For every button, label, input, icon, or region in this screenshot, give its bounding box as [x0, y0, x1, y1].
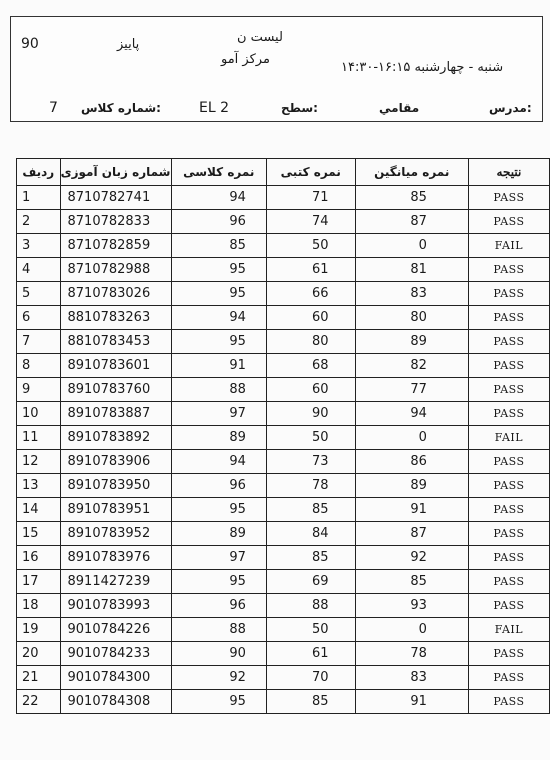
cell-class-score: 95 [171, 330, 266, 354]
cell-result: FAIL [468, 618, 549, 642]
table-row [17, 498, 550, 522]
cell-row-number: 17 [17, 570, 61, 594]
table-row [17, 690, 550, 714]
cell-average: 83 [355, 666, 468, 690]
cell-result: PASS [468, 258, 549, 282]
cell-row-number: 18 [17, 594, 61, 618]
cell-result: PASS [468, 666, 549, 690]
cell-written-score: 66 [266, 282, 355, 306]
cell-written-score: 84 [266, 522, 355, 546]
cell-written-score: 80 [266, 330, 355, 354]
cell-average: 91 [355, 690, 468, 714]
cell-result: PASS [468, 306, 549, 330]
cell-average: 0 [355, 618, 468, 642]
cell-row-number: 16 [17, 546, 61, 570]
cell-row-number: 12 [17, 450, 61, 474]
cell-average: 82 [355, 354, 468, 378]
cell-row-number: 1 [17, 186, 61, 210]
cell-row-number: 5 [17, 282, 61, 306]
cell-student-id: 8710782859 [60, 234, 171, 258]
cell-class-score: 89 [171, 522, 266, 546]
cell-student-id: 8910783976 [60, 546, 171, 570]
cell-average: 85 [355, 186, 468, 210]
cell-average: 91 [355, 498, 468, 522]
cell-class-score: 88 [171, 618, 266, 642]
table-row [17, 570, 550, 594]
cell-row-number: 4 [17, 258, 61, 282]
cell-written-score: 85 [266, 546, 355, 570]
table-row [17, 402, 550, 426]
cell-average: 85 [355, 570, 468, 594]
cell-average: 80 [355, 306, 468, 330]
cell-student-id: 8910783906 [60, 450, 171, 474]
table-row [17, 642, 550, 666]
cell-result: PASS [468, 330, 549, 354]
cell-written-score: 85 [266, 498, 355, 522]
table-row [17, 282, 550, 306]
cell-result: PASS [468, 354, 549, 378]
cell-student-id: 8910783760 [60, 378, 171, 402]
cell-average: 93 [355, 594, 468, 618]
cell-written-score: 88 [266, 594, 355, 618]
cell-student-id: 8810783263 [60, 306, 171, 330]
cell-student-id: 8810783453 [60, 330, 171, 354]
cell-written-score: 78 [266, 474, 355, 498]
cell-class-score: 94 [171, 186, 266, 210]
header-average: نمره میانگین [355, 159, 468, 186]
cell-written-score: 50 [266, 618, 355, 642]
cell-written-score: 69 [266, 570, 355, 594]
cell-result: PASS [468, 450, 549, 474]
cell-result: PASS [468, 642, 549, 666]
cell-student-id: 8910783892 [60, 426, 171, 450]
table-row [17, 354, 550, 378]
cell-written-score: 85 [266, 690, 355, 714]
cell-class-score: 85 [171, 234, 266, 258]
cell-written-score: 60 [266, 378, 355, 402]
cell-result: PASS [468, 522, 549, 546]
cell-student-id: 8910783952 [60, 522, 171, 546]
level-label: سطح: [281, 101, 318, 115]
header-row-number: ردیف [17, 159, 61, 186]
table-row [17, 186, 550, 210]
table-header-row [17, 159, 550, 186]
cell-average: 89 [355, 330, 468, 354]
cell-written-score: 68 [266, 354, 355, 378]
table-row [17, 378, 550, 402]
cell-class-score: 96 [171, 594, 266, 618]
cell-class-score: 95 [171, 690, 266, 714]
cell-written-score: 50 [266, 426, 355, 450]
cell-row-number: 22 [17, 690, 61, 714]
cell-row-number: 13 [17, 474, 61, 498]
cell-result: PASS [468, 186, 549, 210]
cell-row-number: 19 [17, 618, 61, 642]
cell-class-score: 90 [171, 642, 266, 666]
table-row [17, 522, 550, 546]
cell-class-score: 96 [171, 474, 266, 498]
cell-row-number: 2 [17, 210, 61, 234]
cell-result: PASS [468, 378, 549, 402]
class-number-label: شماره کلاس: [81, 101, 161, 115]
term-season: پاییز [117, 37, 140, 52]
cell-student-id: 9010784226 [60, 618, 171, 642]
cell-student-id: 8710783026 [60, 282, 171, 306]
cell-result: PASS [468, 474, 549, 498]
header-result: نتیجه [468, 159, 549, 186]
cell-class-score: 94 [171, 450, 266, 474]
table-row [17, 666, 550, 690]
cell-result: PASS [468, 546, 549, 570]
cell-average: 0 [355, 234, 468, 258]
cell-written-score: 61 [266, 258, 355, 282]
cell-average: 92 [355, 546, 468, 570]
cell-average: 0 [355, 426, 468, 450]
cell-average: 78 [355, 642, 468, 666]
class-info-header [10, 16, 543, 122]
cell-row-number: 3 [17, 234, 61, 258]
cell-result: PASS [468, 594, 549, 618]
header-written-score: نمره کتبی [266, 159, 355, 186]
cell-student-id: 8910783950 [60, 474, 171, 498]
cell-result: PASS [468, 210, 549, 234]
cell-student-id: 8910783601 [60, 354, 171, 378]
class-number-value: 7 [49, 100, 58, 116]
cell-written-score: 70 [266, 666, 355, 690]
teacher-label: مدرس: [489, 101, 532, 115]
cell-average: 86 [355, 450, 468, 474]
table-row [17, 306, 550, 330]
cell-class-score: 91 [171, 354, 266, 378]
cell-class-score: 97 [171, 402, 266, 426]
cell-average: 89 [355, 474, 468, 498]
cell-row-number: 9 [17, 378, 61, 402]
cell-written-score: 50 [266, 234, 355, 258]
cell-written-score: 61 [266, 642, 355, 666]
class-schedule: شنبه - چهارشنبه ۱۶:۱۵-۱۴:۳۰ [341, 60, 504, 75]
cell-student-id: 9010784300 [60, 666, 171, 690]
cell-class-score: 92 [171, 666, 266, 690]
cell-student-id: 8710782988 [60, 258, 171, 282]
cell-written-score: 73 [266, 450, 355, 474]
cell-class-score: 95 [171, 498, 266, 522]
table-row [17, 546, 550, 570]
cell-class-score: 88 [171, 378, 266, 402]
table-row [17, 234, 550, 258]
cell-class-score: 95 [171, 258, 266, 282]
cell-result: PASS [468, 402, 549, 426]
header-class-score: نمره کلاسی [171, 159, 266, 186]
cell-row-number: 21 [17, 666, 61, 690]
cell-row-number: 15 [17, 522, 61, 546]
grades-table [16, 158, 550, 714]
cell-student-id: 9010784308 [60, 690, 171, 714]
cell-class-score: 95 [171, 570, 266, 594]
table-row [17, 450, 550, 474]
header-student-id: شماره زبان آموزی [60, 159, 171, 186]
cell-result: PASS [468, 282, 549, 306]
cell-row-number: 14 [17, 498, 61, 522]
cell-result: FAIL [468, 234, 549, 258]
cell-row-number: 11 [17, 426, 61, 450]
table-row [17, 210, 550, 234]
cell-class-score: 95 [171, 282, 266, 306]
cell-written-score: 71 [266, 186, 355, 210]
cell-student-id: 9010784233 [60, 642, 171, 666]
cell-average: 87 [355, 210, 468, 234]
table-row [17, 258, 550, 282]
teacher-value: مقامي [379, 101, 420, 115]
cell-written-score: 90 [266, 402, 355, 426]
cell-class-score: 94 [171, 306, 266, 330]
table-row [17, 594, 550, 618]
cell-row-number: 20 [17, 642, 61, 666]
cell-row-number: 8 [17, 354, 61, 378]
cell-student-id: 8910783951 [60, 498, 171, 522]
cell-average: 94 [355, 402, 468, 426]
table-row [17, 474, 550, 498]
level-value: EL 2 [199, 100, 230, 116]
cell-average: 77 [355, 378, 468, 402]
cell-result: PASS [468, 570, 549, 594]
cell-student-id: 8710782741 [60, 186, 171, 210]
cell-class-score: 96 [171, 210, 266, 234]
cell-row-number: 6 [17, 306, 61, 330]
cell-average: 83 [355, 282, 468, 306]
cell-row-number: 7 [17, 330, 61, 354]
cell-student-id: 8911427239 [60, 570, 171, 594]
cell-written-score: 74 [266, 210, 355, 234]
cell-average: 81 [355, 258, 468, 282]
cell-class-score: 89 [171, 426, 266, 450]
cell-result: PASS [468, 498, 549, 522]
table-row [17, 330, 550, 354]
cell-result: PASS [468, 690, 549, 714]
list-title-fragment: لیست ن [237, 30, 283, 45]
table-row [17, 426, 550, 450]
cell-student-id: 8910783887 [60, 402, 171, 426]
center-name-fragment: مرکز آمو [221, 52, 270, 67]
cell-average: 87 [355, 522, 468, 546]
cell-student-id: 9010783993 [60, 594, 171, 618]
term-year: 90 [21, 36, 39, 52]
cell-result: FAIL [468, 426, 549, 450]
cell-row-number: 10 [17, 402, 61, 426]
cell-written-score: 60 [266, 306, 355, 330]
cell-student-id: 8710782833 [60, 210, 171, 234]
cell-class-score: 97 [171, 546, 266, 570]
table-row [17, 618, 550, 642]
